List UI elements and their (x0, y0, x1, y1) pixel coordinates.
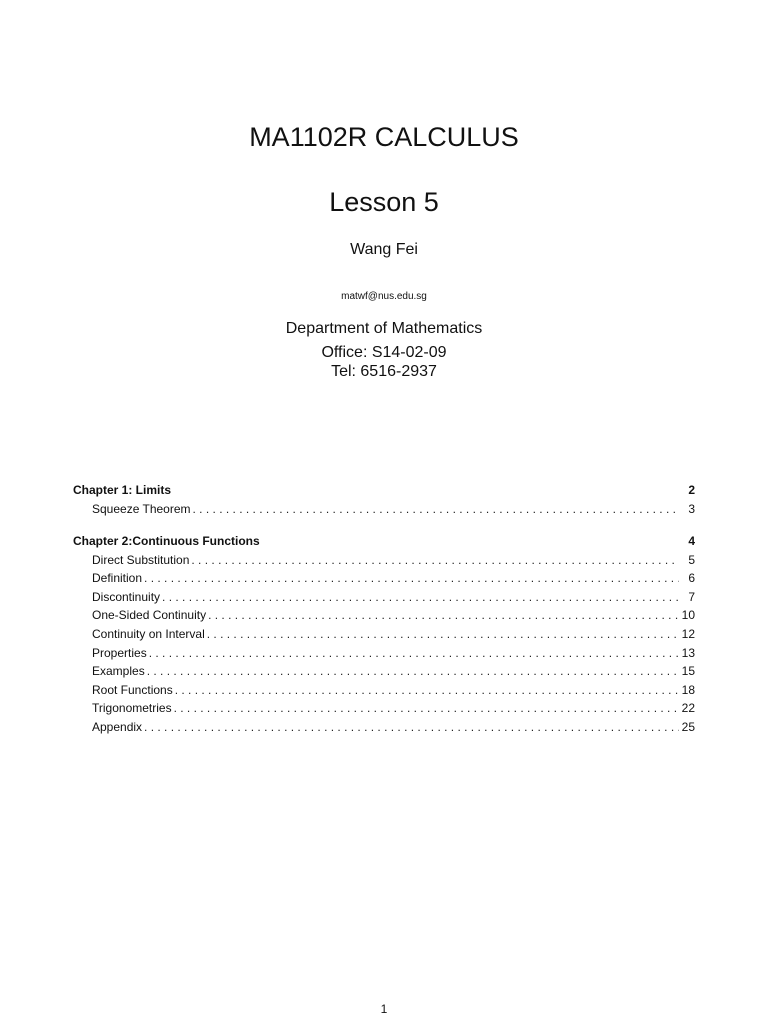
toc-leader-dots (207, 626, 679, 643)
toc-entry[interactable] (73, 700, 695, 719)
toc-entry-title: Squeeze Theorem (92, 502, 191, 516)
toc-entry-page: 25 (681, 719, 695, 734)
toc-chapter[interactable] (73, 533, 695, 552)
toc-entry-page: 6 (688, 571, 695, 586)
toc-entry[interactable] (73, 552, 695, 571)
toc-entry-page: 7 (688, 589, 695, 604)
toc-chapter-title: Chapter 1: Limits (73, 483, 172, 497)
document-title: MA1102R CALCULUS (249, 122, 519, 152)
toc-chapter[interactable] (73, 482, 695, 501)
toc-entry-title: Direct Substitution (92, 552, 190, 567)
lesson-subtitle: Lesson 5 (329, 187, 439, 217)
toc-entry-page: 22 (681, 701, 695, 716)
page-number: 1 (380, 1002, 388, 1016)
toc-leader-dots (144, 570, 679, 587)
toc-entry-page: 18 (681, 682, 695, 697)
toc-entry-page: 10 (681, 608, 695, 623)
toc-leader-dots (208, 607, 679, 624)
toc-entry-title: One-Sided Continuity (92, 608, 207, 623)
toc-entry[interactable] (73, 501, 695, 520)
toc-entry-title: Continuity on Interval (92, 626, 205, 641)
office: Office: S14-02-09 (321, 344, 447, 361)
toc-entry-title: Discontinuity (92, 589, 161, 604)
toc-entry-page: 3 (688, 502, 695, 516)
toc-entry[interactable] (73, 663, 695, 682)
toc-spacer (73, 520, 695, 533)
toc-entry[interactable] (73, 626, 695, 645)
toc-entry-title: Examples (92, 664, 145, 679)
toc-entry-page: 5 (688, 552, 695, 567)
toc-entry-page: 15 (681, 664, 695, 679)
toc-entry-page: 13 (681, 645, 695, 660)
toc-entry-title: Root Functions (92, 682, 173, 697)
table-of-contents (73, 482, 695, 738)
toc-chapter-page: 2 (688, 483, 695, 497)
department: Department of Mathematics (285, 320, 483, 337)
toc-entry[interactable] (73, 589, 695, 608)
author-email: matwf@nus.edu.sg (341, 291, 427, 302)
toc-entry-page: 12 (681, 626, 695, 641)
toc-leader-dots (147, 663, 679, 680)
telephone: Tel: 6516-2937 (331, 363, 437, 380)
toc-entry[interactable] (73, 719, 695, 738)
toc-entry-title: Appendix (92, 719, 143, 734)
toc-leader-dots (162, 589, 679, 606)
author-name: Wang Fei (350, 241, 418, 258)
toc-entry[interactable] (73, 607, 695, 626)
toc-entry-title: Definition (92, 571, 143, 586)
toc-leader-dots (144, 719, 679, 736)
toc-chapter-title: Chapter 2:Continuous Functions (73, 533, 260, 548)
toc-chapter-page: 4 (688, 533, 695, 548)
toc-leader-dots (193, 501, 679, 518)
toc-entry-title: Properties (92, 645, 147, 660)
toc-entry[interactable] (73, 682, 695, 701)
toc-entry[interactable] (73, 570, 695, 589)
toc-leader-dots (149, 645, 679, 662)
toc-entry-title: Trigonometries (92, 701, 172, 716)
toc-leader-dots (191, 552, 679, 569)
toc-leader-dots (175, 682, 679, 699)
toc-leader-dots (174, 700, 679, 717)
toc-entry[interactable] (73, 645, 695, 664)
